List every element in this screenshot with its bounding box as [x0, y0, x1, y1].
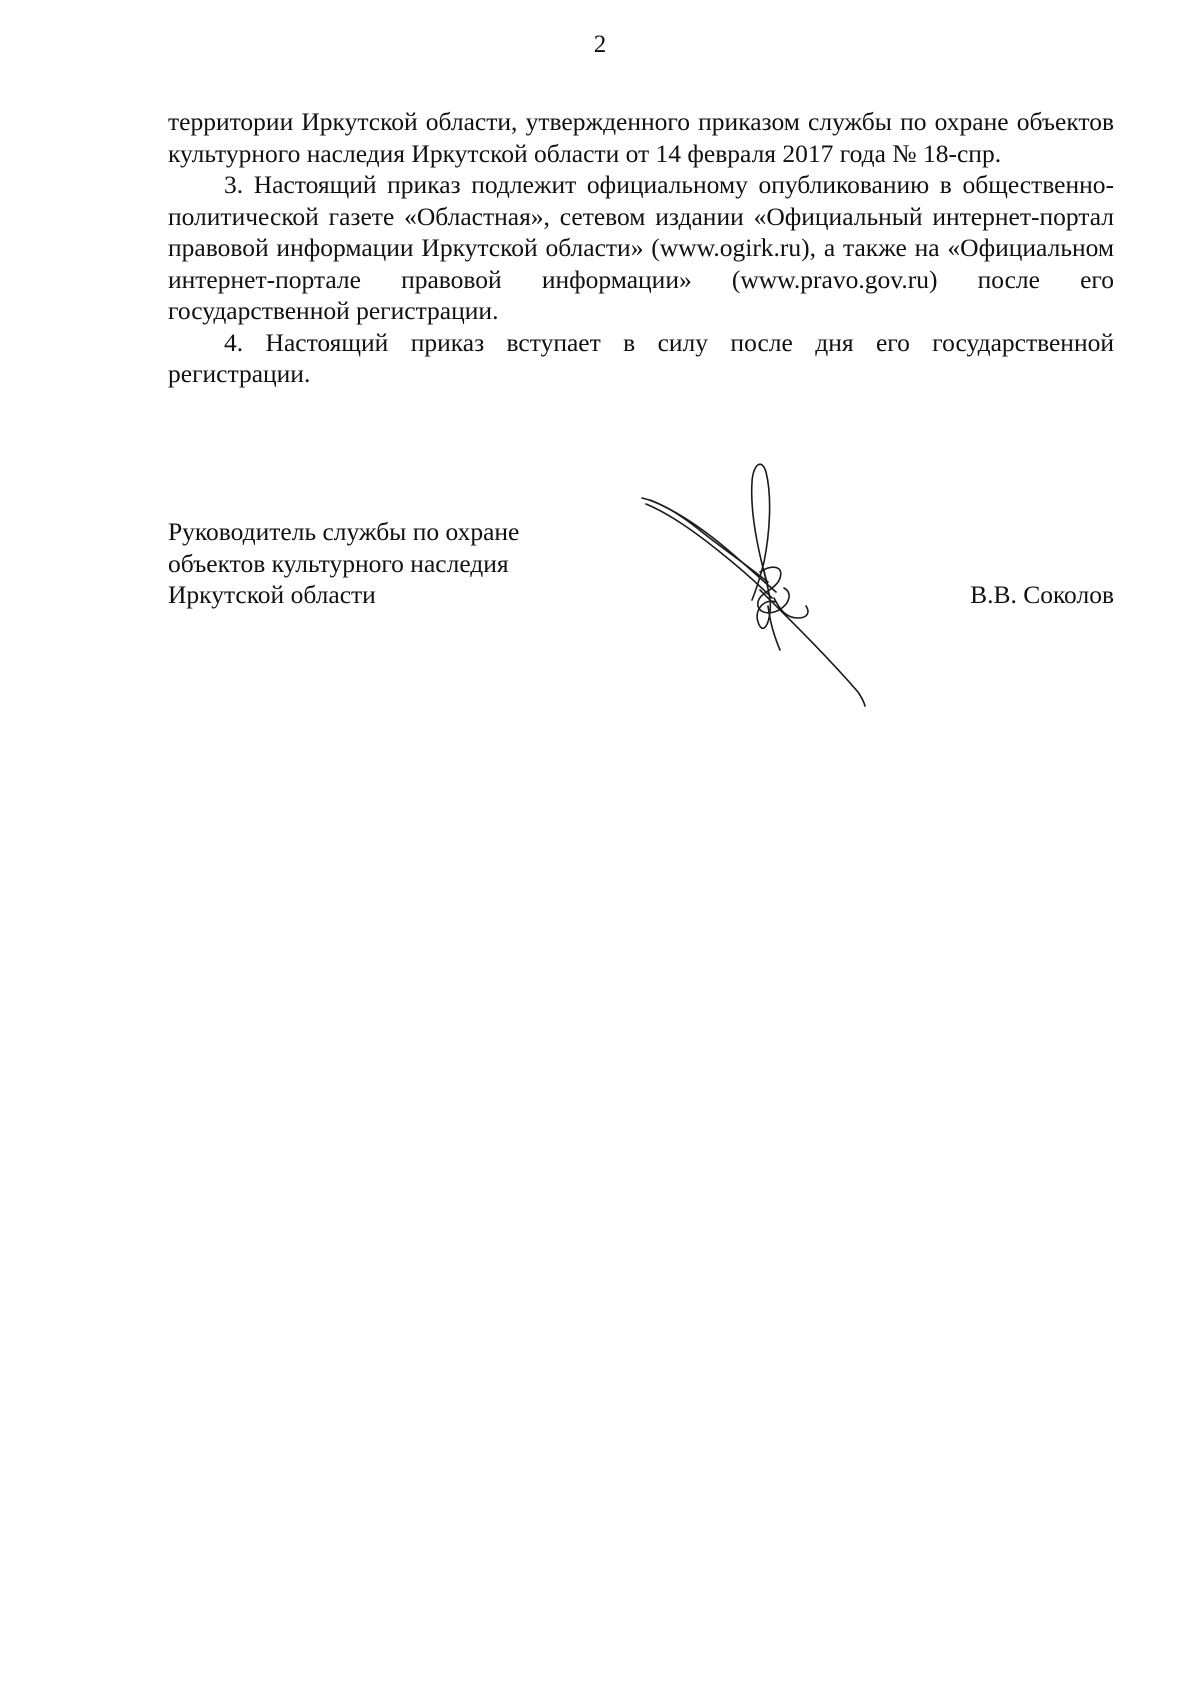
- paragraph-publication: 3. Настоящий приказ подлежит официальному опубликованию в общественно-политической газете «Областная», сетевом издании «Официальный интернет-портал правовой информации Иркутской области» (www.ogirk.ru), а также на «Официальном интернет-портале правовой информации» (www.pravo.gov.ru) после его государственной регистрации.: [168, 170, 1114, 325]
- signer-name: В.В. Соколов: [970, 580, 1114, 609]
- handwritten-signature: [640, 452, 900, 712]
- paragraph-effective-date: 4. Настоящий приказ вступает в силу после дня его государственной регистрации.: [168, 327, 1114, 388]
- signer-position-line-1: Руководитель службы по охране: [168, 517, 520, 546]
- signer-position-line-2: объектов культурного наследия: [168, 548, 509, 578]
- page-number: 2: [593, 31, 607, 58]
- signer-position-line-3: Иркутской области: [168, 580, 376, 609]
- paragraph-continuation: территории Иркутской области, утвержденного приказом службы по охране объектов культурного наследия Иркутской области от 14 февраля 2017 года № 18-спр.: [168, 107, 1114, 168]
- document-body: [168, 106, 1114, 390]
